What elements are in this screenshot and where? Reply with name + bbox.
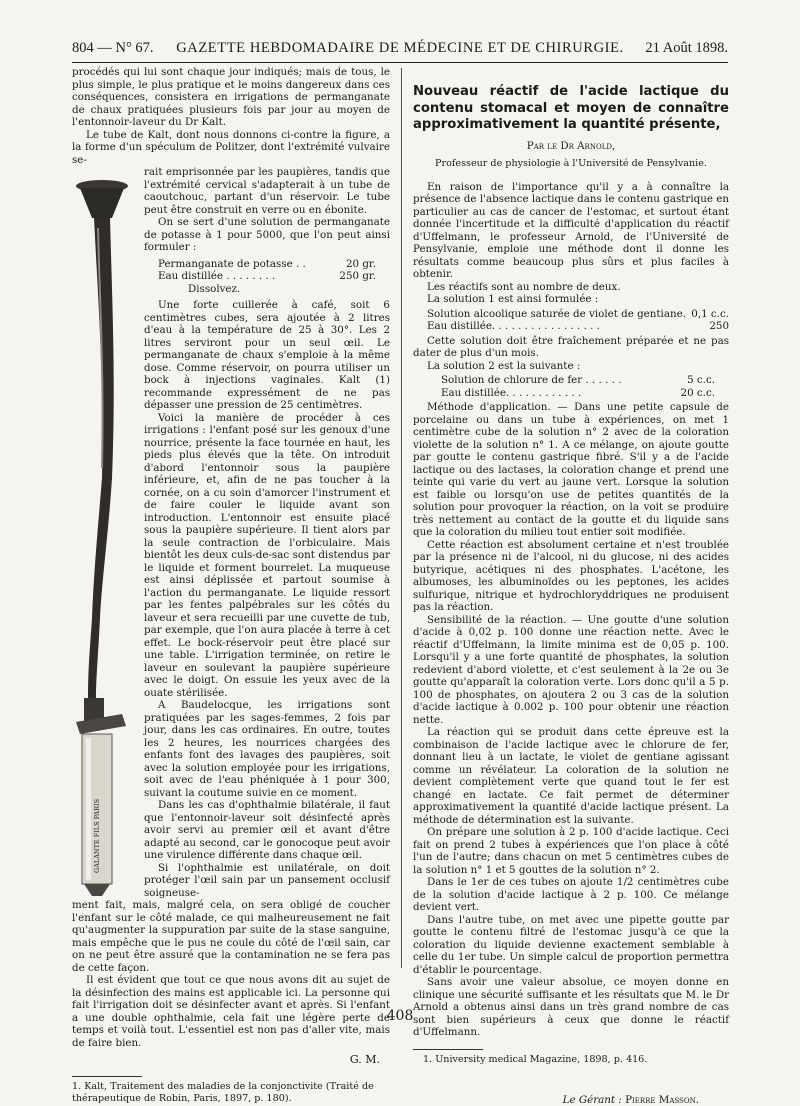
maker-stamp: GALANTE FILS PARIS	[93, 798, 101, 873]
article-signature: G. M.	[349, 1053, 380, 1066]
formula-instruction: Dissolvez.	[188, 282, 241, 295]
right-para-13: Sans avoir une valeur absolue, ce moyen donne en clinique une sécurité suffisante et les résultats que M. le Dr Arnold a obtenus ainsi dans un très grand nombre de cas sont bien supérieurs à ceux que donne le réactif d'Uffelmann.	[413, 976, 729, 1038]
formula-row: Permanganate de potasse . . 20 gr.	[158, 257, 376, 270]
page-number: 408	[386, 1008, 414, 1024]
gerant-name: Pierre Masson.	[625, 1093, 699, 1106]
gerant-label: Le Gérant :	[562, 1093, 622, 1106]
right-para-7: Cette réaction est absolument certaine et n'est troublée par la présence ni de l'alcool, ni du glucose, ni des acides butyrique, acétiques ni des phosphates. L'acétone, les albumoses, les albuminoïdes ou les peptones, les acides sulfurique, nitrique et hydrochloryddriques ne produisent pas la réaction.	[413, 538, 729, 613]
header-date: 21 Août 1898.	[645, 40, 728, 56]
left-para-8b: ment fait, mais, malgré cela, on sera obligé de coucher l'enfant sur le côté malade, ce qui malheureusement ne fait qu'augmenter la suppuration par suite de la stase sanguine, mais empêche que le pus ne coule du côté de l'œil sain, car on ne peut être assuré que la contamination ne se fera pas de cette façon.	[72, 899, 390, 974]
right-para-12: Dans l'autre tube, on met avec une pipette goutte par goutte le contenu filtré de l'estomac jusqu'à ce que la coloration du liquide devienne exactement semblable à celle du 1er tube. Un simple calcul de proportion permettra d'établir le pourcentage.	[413, 913, 729, 976]
footnote-rule	[413, 1049, 483, 1050]
right-para-5: La solution 2 est la suivante :	[427, 359, 581, 372]
author-affiliation: Professeur de physiologie à l'Université de Pensylvanie.	[435, 157, 707, 169]
formula-row: Eau distillée . . . . . . . . 250 gr.	[158, 270, 376, 282]
left-para-9: Il est évident que tout ce que nous avons dit au sujet de la désinfection des mains est applicable ici. La personne qui fait l'irrigation doit se désinfecter avant et après. Si l'enfant a une double ophthalmie, cela fait une légère perte de temps et voilà tout. L'essentiel est non pas d'aller vite, mais de faire bien.	[72, 974, 390, 1049]
left-para-8a: Si l'ophthalmie est unilatérale, on doit protéger l'œil sain par un pansement occlusif soigneuse-	[144, 861, 390, 899]
left-para-1: procédés qui lui sont chaque jour indiqués; mais de tous, le plus simple, le plus pratique et le moins dangereux dans ces conséquences, consistera en irrigations de permanganate de chaux pratiquées plusieurs fois par jour au moyen de l'entonnoir-laveur du Dr Kalt.	[72, 66, 390, 128]
right-para-3: La solution 1 est ainsi formulée :	[427, 293, 599, 305]
formula-row: Eau distillée. . . . . . . . . . . . 20 c.c.	[441, 386, 715, 399]
header-issue: 804 — N° 67.	[72, 40, 154, 56]
column-divider	[401, 68, 402, 968]
left-para-6: A Baudelocque, les irrigations sont pratiquées par les sages-femmes, 2 fois par jour, dans les cas ordinaires. En outre, toutes les 2 heures, les nourrices chargées des enfants font des lavages des paupières, soit avec la solution employée pour les irrigations, soit avec de l'eau phéniquée à 1 pour 300, suivant la coutume suivie en ce moment.	[144, 699, 390, 799]
left-para-3: On se sert d'une solution de permanganate de potasse à 1 pour 5000, que l'on peut ainsi formuler :	[144, 216, 390, 253]
formula-row: Solution alcoolique saturée de violet de gentiane. 0,1 c.c.	[427, 307, 729, 320]
left-para-2: Le tube de Kalt, dont nous donnons ci-contre la figure, a la forme d'un spéculum de Politzer, dont l'extrémité vulvaire se-	[72, 128, 390, 166]
right-para-9: La réaction qui se produit dans cette épreuve est la combinaison de l'acide lactique avec le chlorure de fer, donnant lieu à un lactate, le violet de gentiane agissant comme un révélateur. La coloration de la solution ne devient complètement verte que quand tout le fer est changé en lactate. Ce fait permet de déterminer approximativement la quantité d'acide lactique présent. La méthode de détermination est la suivante.	[413, 726, 729, 826]
left-para-7: Dans les cas d'ophthalmie bilatérale, il faut que l'entonnoir-laveur soit désinfecté après avoir servi au premier œil et avant d'être adapté au second, car le gonocoque peut avoir une virulence différente dans chaque œil.	[144, 799, 390, 861]
right-footnote: 1. University medical Magazine, 1898, p. 416.	[423, 1053, 648, 1065]
page-header	[72, 38, 728, 63]
header-journal-title: GAZETTE HEBDOMADAIRE DE MÉDECINE ET DE CHIRURGIE.	[176, 40, 624, 56]
right-para-10: On prépare une solution à 2 p. 100 d'acide lactique. Ceci fait on prend 2 tubes à expériences que l'on place à côté l'un de l'autre; dans chacun on met 5 centimètres cubes de la solution n° 1 et 5 gouttes de la solution n° 2.	[413, 826, 729, 876]
formula-row: Eau distillée. . . . . . . . . . . . . . . . . 250	[427, 320, 729, 332]
right-para-1: En raison de l'importance qu'il y a à connaître la présence de l'absence lactique dans le contenu gastrique en particulier au cas de cancer de l'estomac, et surtout étant donnée l'incertitude et la difficulté d'application du réactif d'Uffelmann, le professeur Arnold, de l'Université de Pensylvanie, emploie une méthode dont il donne les résultats comme beaucoup plus sûrs et plus faciles à obtenir.	[413, 180, 729, 280]
permanganate-formula	[144, 254, 390, 300]
formula-row: Solution de chlorure de fer . . . . . . 5 c.c.	[441, 374, 715, 386]
left-para-5: Voici la manière de procéder à ces irrigations : l'enfant posé sur les genoux d'une nourrice, présente la face tournée en haut, les pieds plus élevés que la tête. On introduit d'abord l'entonnoir sous la paupière inférieure, et, afin de ne pas toucher à la cornée, on a cu soin d'amorcer l'instrument et de faire couler le liquide avant son introduction. L'entonnoir est ensuite placé sous la paupière supérieure. Il tient alors par la seule contraction de l'orbiculaire. Mais bientôt les deux culs-de-sac sont distendus par le liquide et forment bourrelet. La muqueuse est ainsi déplissée et partout soumise à l'action du permanganate. Le liquide ressort par les fentes palpébrales sur les côtés du laveur et sera recueilli par une cuvette de tub, par exemple, que l'on aura placée à terre à cet effet. Le bock-réservoir peut être placé sur une table. L'irrigation terminée, on retire le laveur en soulevant la paupière supérieure avec le doigt. On essuie les yeux avec de la ouate stérilisée.	[144, 411, 390, 699]
right-para-6: Méthode d'application. — Dans une petite capsule de porcelaine ou dans un tube à expériences, on met 1 centimètre cube de la solution n° 2 avec de la coloration violette de la solution n° 1. A ce mélange, on ajoute goutte par goutte le contenu gastrique fibré. S'il y a de l'acide lactique ou des lactases, la coloration change et prend une teinte qui varie du vert au jaune vert. Lorsque la solution est faible ou lorsqu'on use de petites quantités de la solution pour provoquer la réaction, on la voit se produire très nettement au contact de la goutte et du liquide sans que la coloration du milieu tout entier soit modifiée.	[413, 401, 729, 538]
kalt-irrigator-illustration	[72, 178, 144, 898]
right-para-2: Les réactifs sont au nombre de deux.	[427, 280, 621, 293]
left-para-4: Une forte cuillerée à café, soit 6 centimètres cubes, sera ajoutée à 2 litres d'eau à la température de 25 à 30°. Les 2 litres serviront pour un seul œil. Le permanganate de chaux s'emploie à la même dose. Comme réservoir, on pourra utiliser un bock à injections vaginales. Kalt (1) recommande expressément de ne pas dépasser une pression de 25 centimètres.	[144, 299, 390, 411]
left-footnote: 1. Kalt, Traitement des maladies de la conjonctivite (Traité de thérapeutique de Robin, Paris, 1897, p. 180).	[72, 1081, 374, 1104]
solution-1-formula	[413, 306, 729, 335]
right-para-11: Dans le 1er de ces tubes on ajoute 1/2 centimètres cube de la solution d'acide lactique à 2 p. 100. Ce mélange devient vert.	[413, 876, 729, 913]
article-byline: Par le Dr Arnold,	[526, 139, 616, 152]
left-para-2b: rait emprisonnée par les paupières, tandis que l'extrémité cervical s'adapterait à un tube de caoutchouc, partant d'un réservoir. Le tube peut être construit en verre ou en ébonite.	[144, 166, 390, 216]
publisher-line	[413, 1094, 729, 1106]
left-column	[72, 66, 390, 1105]
article-title: Nouveau réactif de l'acide lactique du contenu stomacal et moyen de connaître approximativement la quantité présente,	[413, 84, 729, 132]
right-para-4: Cette solution doit être fraîchement préparée et ne pas dater de plus d'un mois.	[413, 334, 729, 359]
solution-2-formula	[413, 372, 729, 401]
right-para-8: Sensibilité de la réaction. — Une goutte d'une solution d'acide à 0,02 p. 100 donne une réaction nette. Avec le réactif d'Uffelmann, la limite minima est de 0,05 p. 100. Lorsqu'il y a une forte quantité de phosphates, la solution redevient d'abord violette, et c'est seulement à la 2e ou 3e goutte qu'apparaît la coloration verte. Lors donc qu'il a 5 p. 100 de phosphates, on ajoutera 2 ou 3 cas de la solution d'acide lactique à 0.002 p. 100 pour obtenir une réaction nette.	[413, 613, 729, 726]
left-narrow-block	[144, 166, 390, 899]
footnote-rule	[72, 1076, 142, 1077]
right-column	[413, 84, 729, 1106]
